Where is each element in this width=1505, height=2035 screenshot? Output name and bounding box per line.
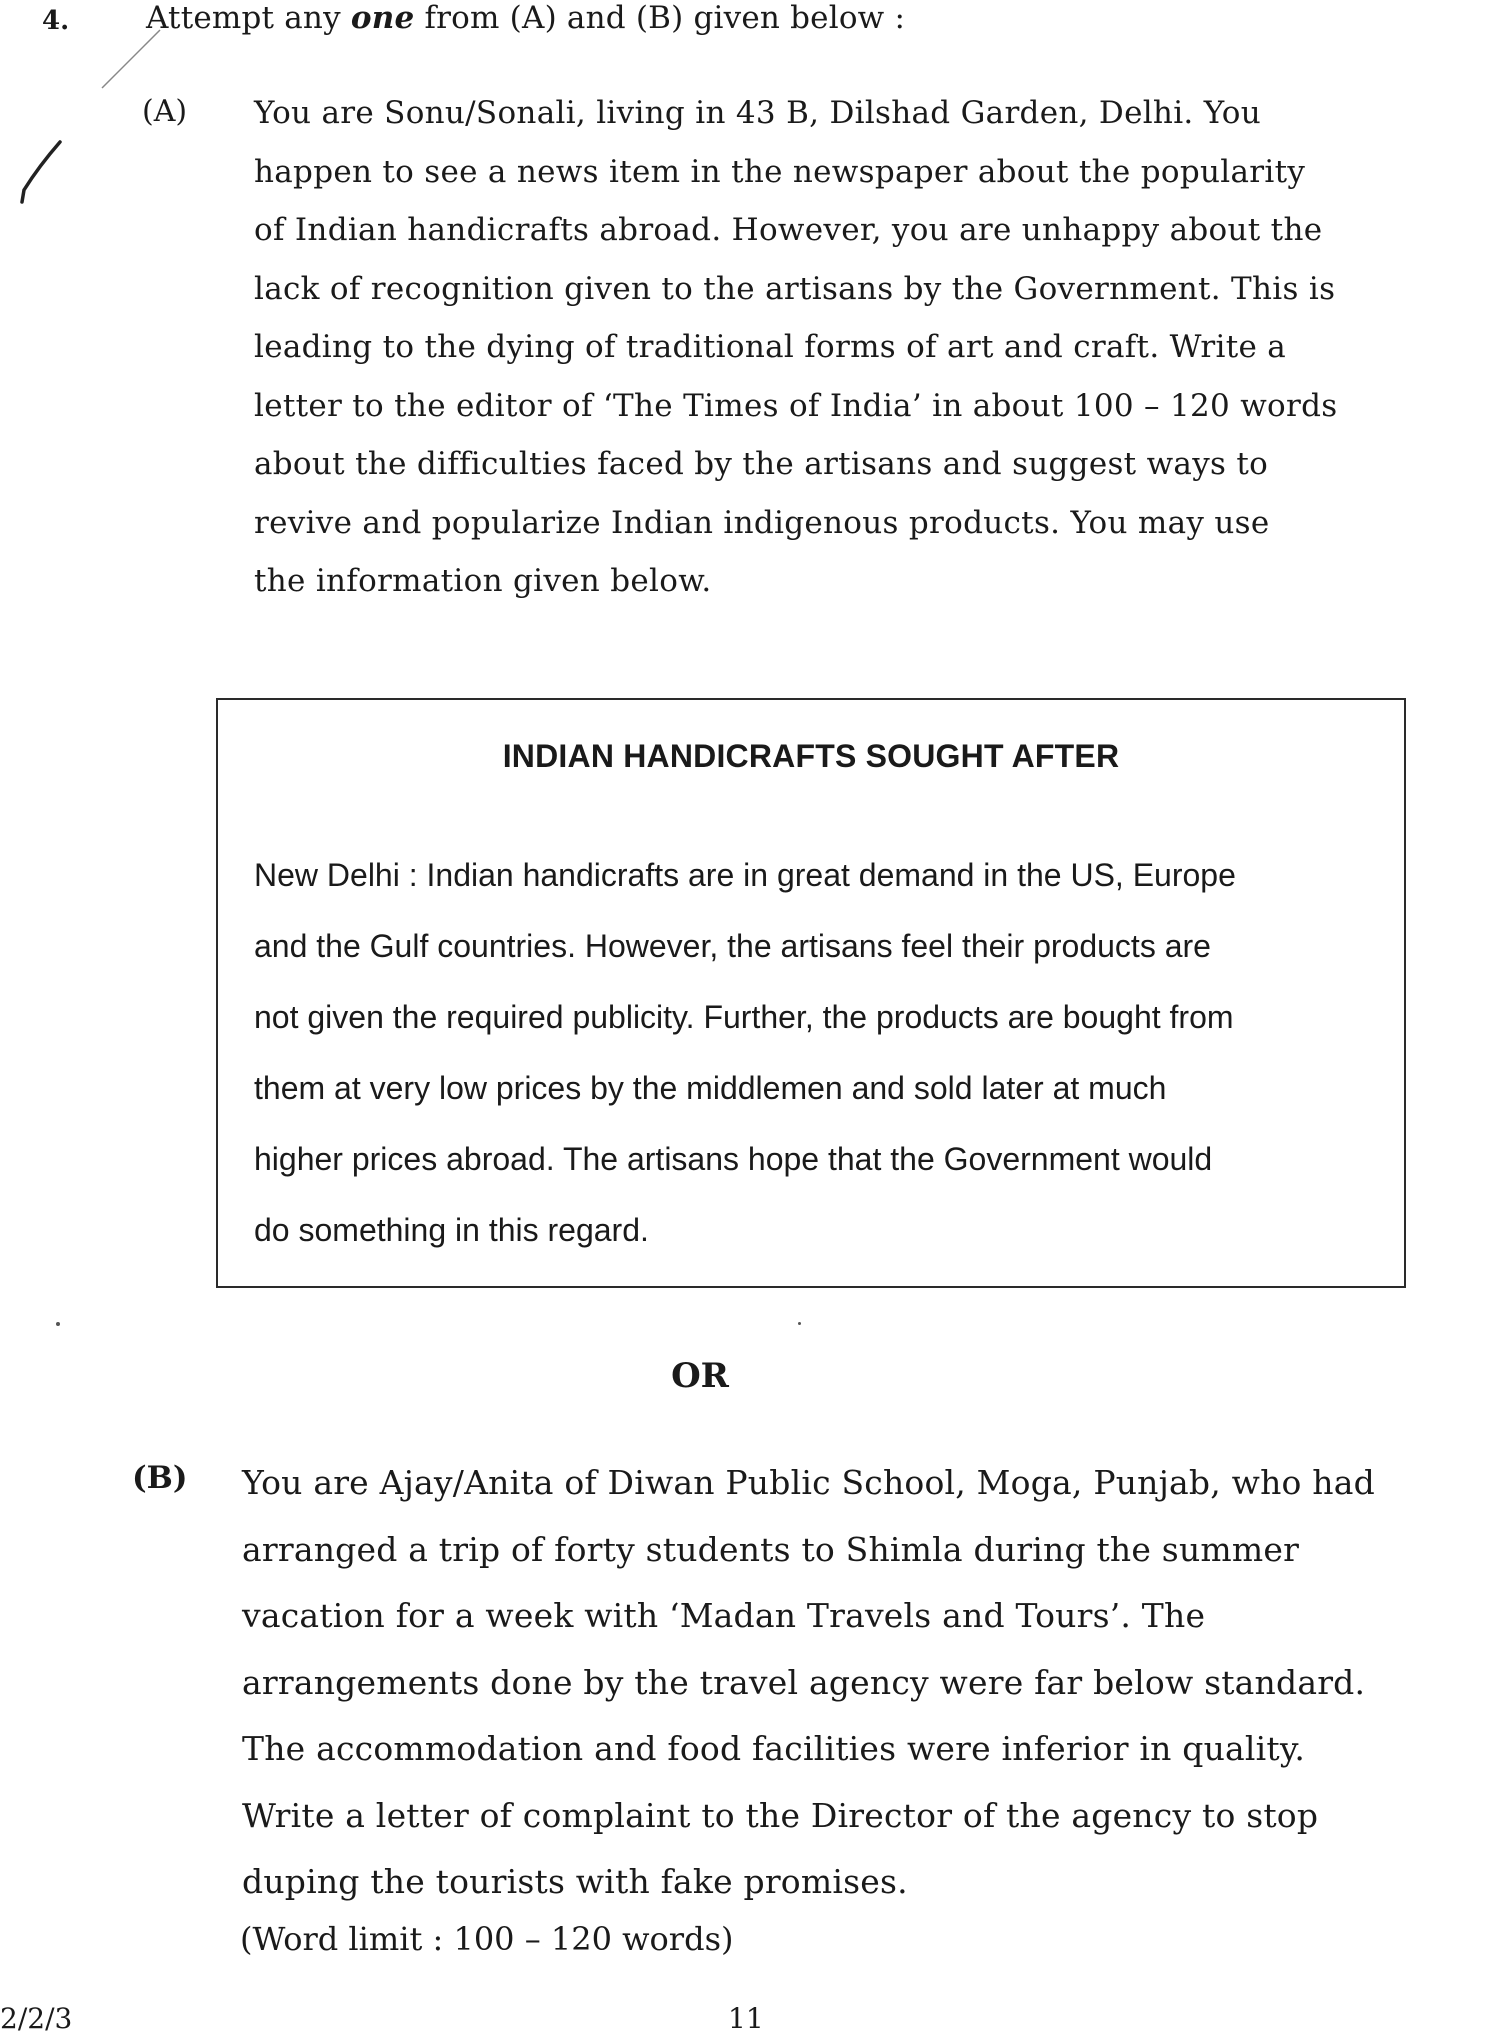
option-a-line: revive and popularize Indian indigenous products. You may use xyxy=(254,504,1270,541)
news-line: New Delhi : Indian handicrafts are in great demand in the US, Europe xyxy=(254,857,1236,893)
footer-page-number: 11 xyxy=(728,2002,764,2035)
option-b-label: (B) xyxy=(132,1460,188,1496)
option-a-line: the information given below. xyxy=(254,563,712,599)
stray-dot xyxy=(56,1322,60,1326)
news-line: do something in this regard. xyxy=(254,1212,649,1248)
news-item-box xyxy=(216,698,1406,1288)
footer-paper-code: 2/2/3 xyxy=(0,2002,73,2035)
instruction-text-after: from (A) and (B) given below : xyxy=(414,0,906,36)
stray-dot xyxy=(798,1322,801,1325)
option-a-label: (A) xyxy=(142,94,188,129)
option-b-line: The accommodation and food facilities were inferior in quality. xyxy=(242,1729,1306,1768)
news-line: not given the required publicity. Further, the products are bought from xyxy=(254,999,1234,1035)
word-limit-note: (Word limit : 100 – 120 words) xyxy=(240,1920,734,1958)
instruction-text-before: Attempt any xyxy=(146,0,351,36)
news-line: and the Gulf countries. However, the artisans feel their products are xyxy=(254,928,1211,964)
option-b-line: duping the tourists with fake promises. xyxy=(242,1862,908,1901)
tick-mark-icon xyxy=(16,138,66,208)
news-title: INDIAN HANDICRAFTS SOUGHT AFTER xyxy=(502,738,1120,774)
option-b-line: arranged a trip of forty students to Shimla during the summer xyxy=(242,1529,1300,1569)
option-b-line: You are Ajay/Anita of Diwan Public School, Moga, Punjab, who had xyxy=(242,1463,1375,1502)
option-a-line: happen to see a news item in the newspaper about the popularity xyxy=(254,153,1306,190)
option-b-line: arrangements done by the travel agency were far below standard. xyxy=(242,1662,1366,1702)
question-number: 4. xyxy=(42,6,70,36)
option-a-text xyxy=(254,84,1384,611)
instruction-emphasis: one xyxy=(350,0,415,36)
option-a-line: about the difficulties faced by the artisans and suggest ways to xyxy=(254,446,1269,482)
option-b-line: Write a letter of complaint to the Director of the agency to stop xyxy=(242,1795,1319,1835)
news-line: them at very low prices by the middlemen and sold later at much xyxy=(254,1070,1167,1106)
or-separator: OR xyxy=(671,1356,729,1396)
news-line: higher prices abroad. The artisans hope that the Government would xyxy=(254,1141,1213,1177)
option-a-line: You are Sonu/Sonali, living in 43 B, Dilshad Garden, Delhi. You xyxy=(254,95,1262,131)
option-a-line: leading to the dying of traditional forms of art and craft. Write a xyxy=(254,329,1287,365)
option-a-line: lack of recognition given to the artisans by the Government. This is xyxy=(254,270,1336,307)
question-instruction xyxy=(146,0,905,36)
pen-stroke-mark xyxy=(98,24,168,94)
option-b-text xyxy=(242,1450,1392,1916)
option-a-line: letter to the editor of ‘The Times of India’ in about 100 – 120 words xyxy=(254,387,1338,424)
option-b-line: vacation for a week with ‘Madan Travels and Tours’. The xyxy=(242,1596,1206,1635)
news-body xyxy=(254,840,1374,1266)
option-a-line: of Indian handicrafts abroad. However, you are unhappy about the xyxy=(254,212,1323,248)
